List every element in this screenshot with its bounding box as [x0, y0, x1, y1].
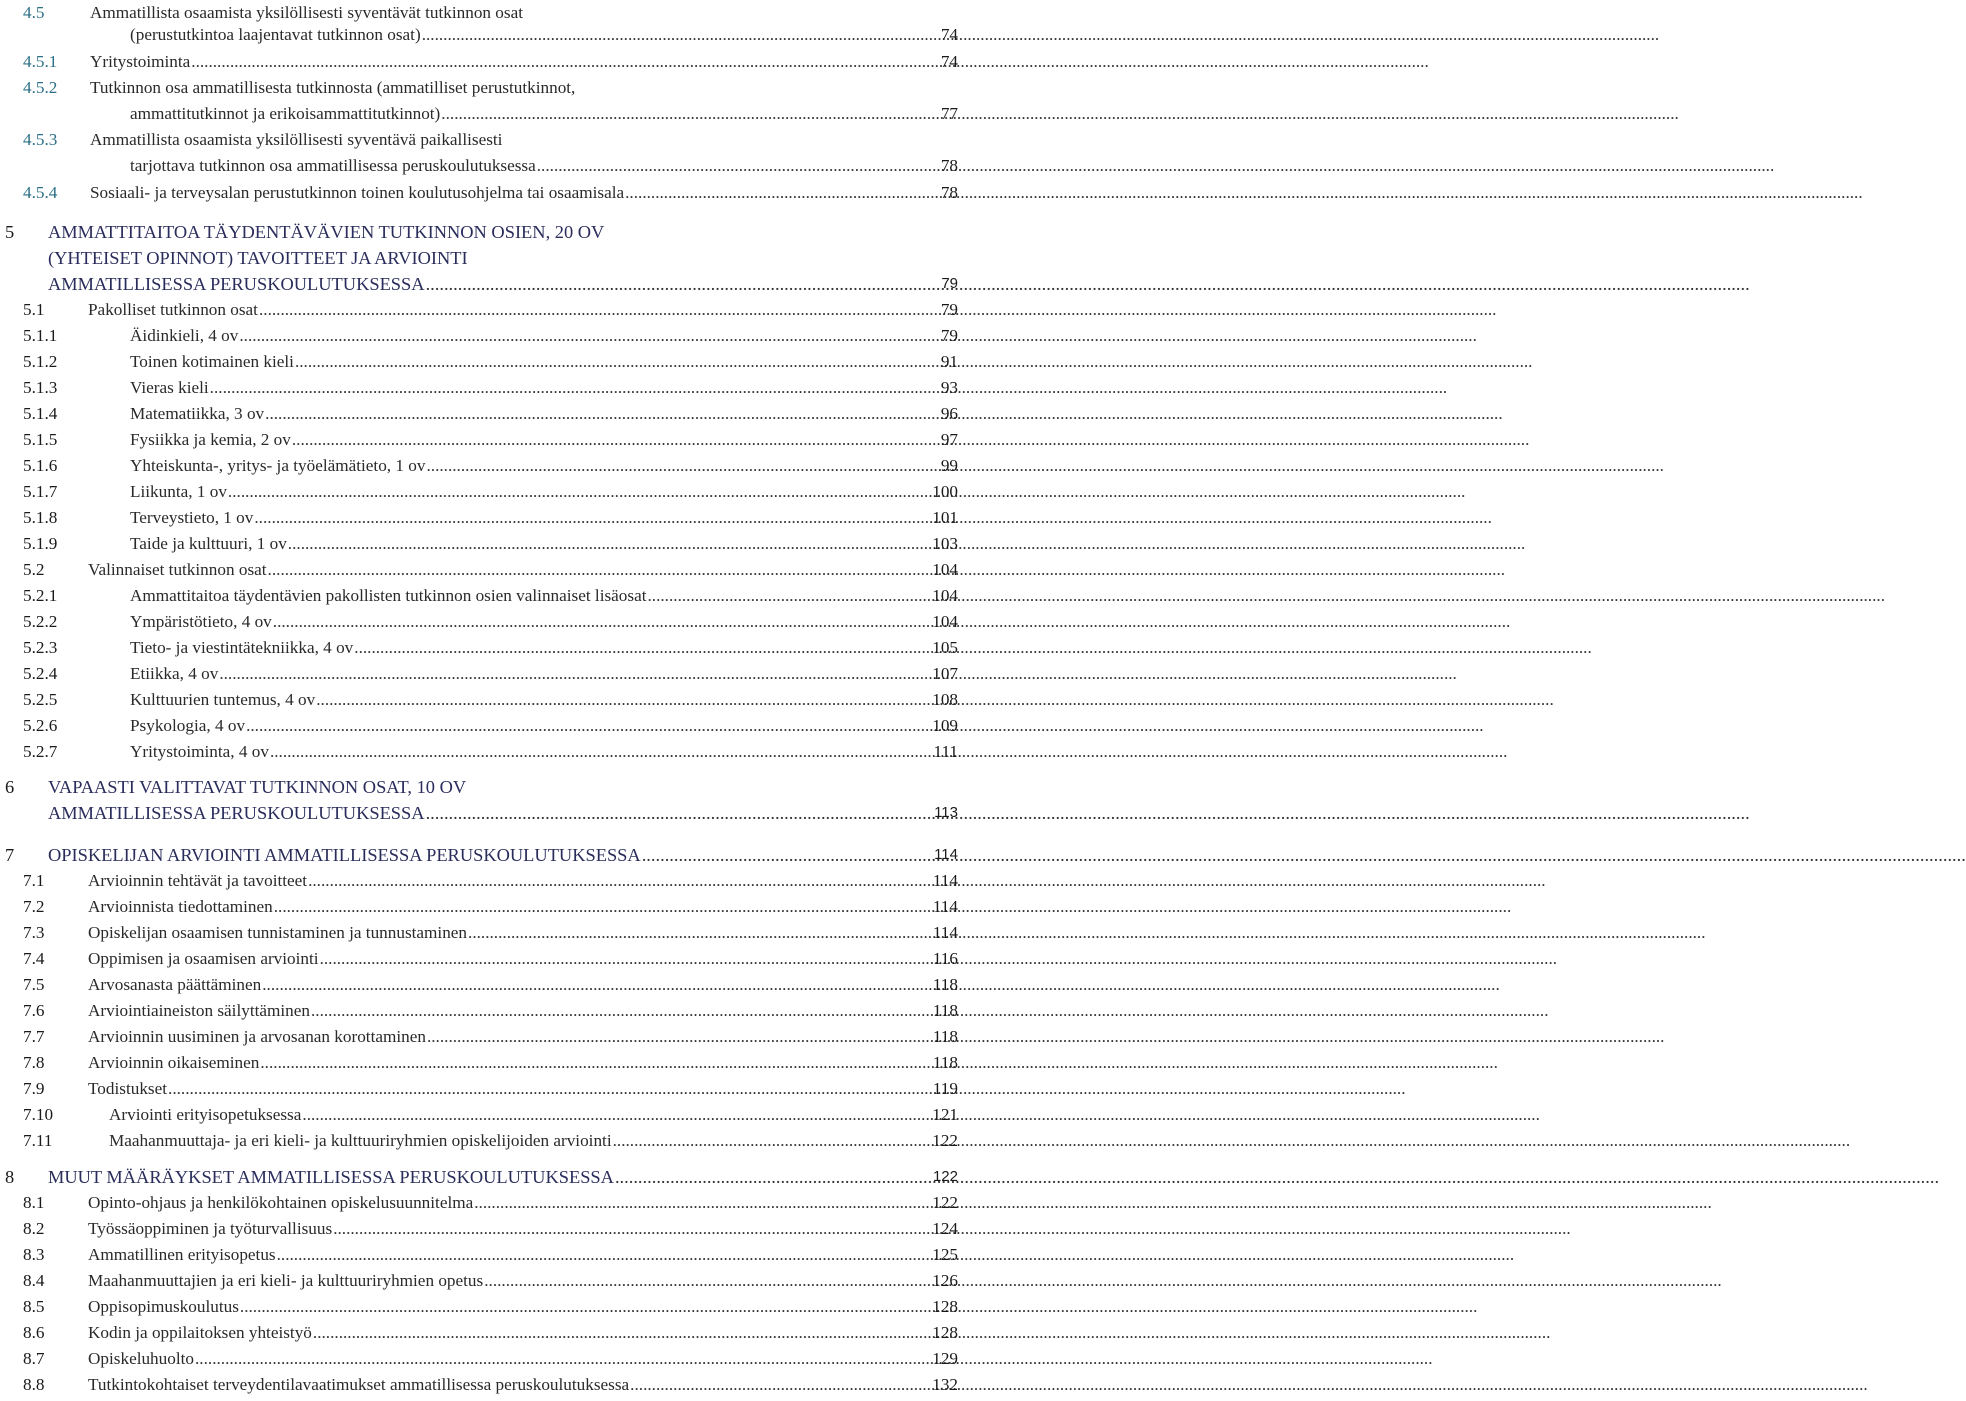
toc-entry-number: 7.6: [23, 1001, 45, 1020]
toc-entry-title: Arviointi erityisopetuksessa: [109, 1105, 302, 1124]
toc-dot-leader: [422, 22, 1660, 48]
toc-entry[interactable]: [0, 739, 958, 765]
toc-entry-page: 113: [934, 804, 958, 821]
toc-entry-number: 5.2.7: [23, 742, 58, 761]
toc-entry-page: 109: [932, 716, 958, 735]
toc-entry-page: 100: [932, 482, 958, 501]
toc-entry-page: 114: [932, 923, 958, 942]
toc-dot-leader: [474, 1190, 1712, 1216]
toc-entry-number: 8.1: [23, 1193, 45, 1212]
toc-entry-page: 132: [932, 1375, 958, 1394]
toc-dot-leader: [537, 153, 1775, 179]
toc-entry-title: Oppimisen ja osaamisen arviointi: [88, 949, 319, 968]
toc-entry[interactable]: [0, 349, 958, 375]
toc-entry-title: (perustutkintoa laajentavat tutkinnon osat): [130, 25, 421, 44]
toc-entry[interactable]: [0, 375, 958, 401]
toc-entry[interactable]: [0, 323, 958, 349]
toc-entry-title: VAPAASTI VALITTAVAT TUTKINNON OSAT, 10 OV: [48, 777, 467, 797]
toc-entry-title: Arviointiaineiston säilyttäminen: [88, 1001, 310, 1020]
toc-dot-leader: [484, 1268, 1722, 1294]
toc-entry-title: Arvioinnin oikaiseminen: [88, 1053, 260, 1072]
toc-entry[interactable]: [0, 101, 958, 127]
toc-entry-title: Liikunta, 1 ov: [130, 482, 227, 501]
toc-entry-page: 122: [932, 1168, 958, 1185]
toc-dot-leader: [295, 349, 1533, 375]
toc-entry-number: 5.1.9: [23, 534, 58, 553]
toc-entry-title: (YHTEISET OPINNOT) TAVOITTEET JA ARVIOINTI: [48, 248, 468, 268]
table-of-contents: [0, 0, 960, 1401]
toc-entry[interactable]: [0, 427, 958, 453]
toc-dot-leader: [191, 49, 1429, 75]
toc-entry-number: 8: [5, 1167, 15, 1187]
toc-entry-title: Tutkintokohtaiset terveydentilavaatimukset ammatillisessa peruskoulutuksessa: [88, 1375, 630, 1394]
toc-dot-leader: [168, 1076, 1406, 1102]
toc-entry[interactable]: [0, 1216, 958, 1242]
toc-dot-leader: [427, 1024, 1665, 1050]
toc-dot-leader: [239, 323, 1477, 349]
toc-entry-page: 99: [940, 456, 958, 475]
toc-entry[interactable]: [0, 635, 958, 661]
toc-dot-leader: [426, 453, 1664, 479]
toc-entry-page: 121: [932, 1105, 958, 1124]
toc-entry-number: 4.5.1: [23, 52, 58, 71]
toc-entry-title: Äidinkieli, 4 ov: [130, 326, 239, 345]
toc-entry[interactable]: [0, 453, 958, 479]
toc-entry-number: 5.2.5: [23, 690, 58, 709]
toc-entry[interactable]: [0, 1320, 958, 1346]
toc-entry-page: 108: [932, 690, 958, 709]
toc-entry[interactable]: [0, 401, 958, 427]
toc-entry-title: Kulttuurien tuntemus, 4 ov: [130, 690, 316, 709]
toc-entry-page: 79: [940, 300, 958, 319]
toc-entry-number: 7.9: [23, 1079, 45, 1098]
toc-entry-number: 4.5.2: [23, 78, 58, 97]
toc-entry-title: Kodin ja oppilaitoksen yhteistyö: [88, 1323, 312, 1342]
toc-entry-page: 119: [932, 1079, 958, 1098]
toc-entry[interactable]: [0, 1050, 958, 1076]
toc-entry-number: 5.1.8: [23, 508, 58, 527]
toc-entry-number: 7.2: [23, 897, 45, 916]
toc-entry[interactable]: [0, 127, 958, 153]
toc-entry-title: Ammatillista osaamista yksilöllisesti syventävät tutkinnon osat: [90, 3, 523, 22]
toc-entry[interactable]: [0, 505, 958, 531]
toc-entry-title: Fysiikka ja kemia, 2 ov: [130, 430, 291, 449]
toc-entry-title: Ammatillista osaamista yksilöllisesti syventävä paikallisesti: [90, 130, 503, 149]
toc-entry[interactable]: [0, 271, 958, 297]
toc-dot-leader: [210, 375, 1448, 401]
toc-dot-leader: [426, 800, 1750, 826]
toc-entry-title: Yritystoiminta: [90, 52, 191, 71]
toc-entry-number: 5.2.3: [23, 638, 58, 657]
toc-entry[interactable]: [0, 1372, 958, 1398]
toc-entry[interactable]: [0, 972, 958, 998]
toc-dot-leader: [246, 713, 1484, 739]
toc-dot-leader: [270, 739, 1508, 765]
toc-dot-leader: [288, 531, 1526, 557]
toc-entry-page: 77: [940, 104, 958, 123]
toc-entry[interactable]: [0, 180, 958, 206]
toc-dot-leader: [292, 427, 1530, 453]
toc-entry[interactable]: [0, 1294, 958, 1320]
toc-entry[interactable]: [0, 1128, 958, 1154]
toc-entry[interactable]: [0, 894, 958, 920]
toc-entry-page: 124: [932, 1219, 958, 1238]
toc-entry-page: 129: [932, 1349, 958, 1368]
toc-entry-page: 114: [932, 871, 958, 890]
toc-entry-number: 7.1: [23, 871, 45, 890]
toc-entry-title: AMMATILLISESSA PERUSKOULUTUKSESSA: [48, 274, 425, 294]
toc-entry[interactable]: [0, 297, 958, 323]
toc-entry[interactable]: [0, 557, 958, 583]
toc-entry[interactable]: [0, 609, 958, 635]
toc-entry-number: 4.5: [23, 3, 45, 22]
toc-entry-number: 8.8: [23, 1375, 45, 1394]
toc-entry-page: 78: [940, 183, 958, 202]
toc-entry-title: Ympäristötieto, 4 ov: [130, 612, 272, 631]
toc-entry[interactable]: [0, 1164, 958, 1190]
toc-entry-number: 4.5.4: [23, 183, 58, 202]
toc-dot-leader: [630, 1372, 1868, 1398]
toc-entry-number: 7.11: [23, 1131, 53, 1150]
toc-entry-title: Matematiikka, 3 ov: [130, 404, 265, 423]
toc-entry-title: MUUT MÄÄRÄYKSET AMMATILLISESSA PERUSKOULUTUKSESSA: [48, 1167, 614, 1187]
toc-entry-title: AMMATTITAITOA TÄYDENTÄVÄVIEN TUTKINNON OSIEN, 20 OV: [48, 222, 605, 242]
toc-entry-number: 5.2.6: [23, 716, 58, 735]
toc-entry-page: 118: [932, 1001, 958, 1020]
toc-entry-page: 97: [940, 430, 958, 449]
toc-entry-number: 5.1.1: [23, 326, 58, 345]
toc-entry-title: Yritystoiminta, 4 ov: [130, 742, 269, 761]
toc-entry-page: 104: [932, 612, 958, 631]
toc-entry[interactable]: [0, 800, 958, 826]
toc-dot-leader: [240, 1294, 1478, 1320]
toc-entry-title: Opiskelijan osaamisen tunnistaminen ja tunnustaminen: [88, 923, 468, 942]
toc-entry-title: Sosiaali- ja terveysalan perustutkinnon toinen koulutusohjelma tai osaamisala: [90, 183, 625, 202]
toc-entry[interactable]: [0, 1242, 958, 1268]
toc-dot-leader: [274, 894, 1512, 920]
toc-entry-page: 122: [932, 1193, 958, 1212]
toc-entry-number: 5.1.2: [23, 352, 58, 371]
toc-entry[interactable]: [0, 219, 958, 245]
toc-entry[interactable]: [0, 1268, 958, 1294]
toc-entry-title: OPISKELIJAN ARVIOINTI AMMATILLISESSA PERUSKOULUTUKSESSA: [48, 845, 641, 865]
toc-entry-title: Taide ja kulttuuri, 1 ov: [130, 534, 287, 553]
toc-entry-number: 8.5: [23, 1297, 45, 1316]
toc-entry[interactable]: [0, 1102, 958, 1128]
toc-entry-page: 103: [932, 534, 958, 553]
toc-entry-number: 7.5: [23, 975, 45, 994]
toc-entry-number: 6: [5, 777, 15, 797]
toc-entry-page: 111: [933, 742, 958, 761]
toc-entry[interactable]: [0, 661, 958, 687]
toc-entry-page: 128: [932, 1297, 958, 1316]
toc-entry[interactable]: [0, 75, 958, 101]
toc-entry-title: Maahanmuuttajien ja eri kieli- ja kulttuuriryhmien opetus: [88, 1271, 484, 1290]
toc-entry[interactable]: [0, 713, 958, 739]
toc-entry-title: Valinnaiset tutkinnon osat: [88, 560, 267, 579]
toc-entry-title: Oppisopimuskoulutus: [88, 1297, 239, 1316]
toc-entry-page: 118: [932, 1027, 958, 1046]
toc-entry-page: 93: [940, 378, 958, 397]
toc-dot-leader: [426, 271, 1750, 297]
toc-entry-title: Opinto-ohjaus ja henkilökohtainen opiskelusuunnitelma: [88, 1193, 474, 1212]
toc-entry-page: 78: [940, 156, 958, 175]
toc-entry-number: 5.2.4: [23, 664, 58, 683]
toc-entry[interactable]: [0, 479, 958, 505]
toc-dot-leader: [277, 1242, 1515, 1268]
toc-entry-page: 125: [932, 1245, 958, 1264]
toc-entry-number: 8.4: [23, 1271, 45, 1290]
toc-dot-leader: [273, 609, 1511, 635]
toc-entry[interactable]: [0, 868, 958, 894]
toc-entry-title: Yhteiskunta-, yritys- ja työelämätieto, 1 ov: [130, 456, 426, 475]
toc-entry-title: AMMATILLISESSA PERUSKOULUTUKSESSA: [48, 803, 425, 823]
toc-dot-leader: [441, 101, 1679, 127]
toc-entry-title: Opiskeluhuolto: [88, 1349, 194, 1368]
toc-entry-page: 74: [940, 25, 958, 44]
toc-entry-page: 74: [940, 52, 958, 71]
toc-entry-title: Todistukset: [88, 1079, 168, 1098]
toc-dot-leader: [468, 920, 1706, 946]
toc-entry-number: 5.2.2: [23, 612, 58, 631]
toc-dot-leader: [625, 180, 1863, 206]
toc-entry-title: Toinen kotimainen kieli: [130, 352, 294, 371]
toc-entry[interactable]: [0, 1024, 958, 1050]
toc-entry-title: Terveystieto, 1 ov: [130, 508, 254, 527]
toc-entry-title: Psykologia, 4 ov: [130, 716, 246, 735]
toc-entry-title: Pakolliset tutkinnon osat: [88, 300, 258, 319]
toc-entry-title: Etiikka, 4 ov: [130, 664, 219, 683]
toc-entry-page: 118: [932, 975, 958, 994]
toc-dot-leader: [642, 842, 1966, 868]
toc-dot-leader: [265, 401, 1503, 427]
toc-dot-leader: [613, 1128, 1851, 1154]
toc-entry[interactable]: [0, 774, 958, 800]
toc-entry[interactable]: [0, 842, 958, 868]
toc-entry-title: Arvioinnin tehtävät ja tavoitteet: [88, 871, 308, 890]
toc-dot-leader: [262, 972, 1500, 998]
toc-entry[interactable]: [0, 687, 958, 713]
toc-entry[interactable]: [0, 153, 958, 179]
toc-entry-number: 8.7: [23, 1349, 45, 1368]
toc-entry-title: Ammatillinen erityisopetus: [88, 1245, 276, 1264]
toc-entry-page: 114: [934, 846, 958, 863]
toc-entry-page: 104: [932, 586, 958, 605]
toc-entry[interactable]: [0, 22, 958, 48]
toc-dot-leader: [219, 661, 1457, 687]
toc-dot-leader: [228, 479, 1466, 505]
toc-entry-page: 126: [932, 1271, 958, 1290]
toc-entry-title: ammattitutkinnot ja erikoisammattitutkinnot): [130, 104, 441, 123]
toc-entry-number: 7.8: [23, 1053, 45, 1072]
toc-entry[interactable]: [0, 245, 958, 271]
toc-entry-title: Arvioinnin uusiminen ja arvosanan korottaminen: [88, 1027, 426, 1046]
toc-entry[interactable]: [0, 583, 958, 609]
toc-entry[interactable]: [0, 1190, 958, 1216]
toc-entry-page: 114: [932, 897, 958, 916]
toc-entry-number: 5.1.6: [23, 456, 58, 475]
toc-entry-title: tarjottava tutkinnon osa ammatillisessa peruskoulutuksessa: [130, 156, 536, 175]
toc-entry-number: 8.2: [23, 1219, 45, 1238]
toc-entry-number: 7.3: [23, 923, 45, 942]
toc-entry-title: Työssäoppiminen ja työturvallisuus: [88, 1219, 333, 1238]
toc-entry-page: 116: [932, 949, 958, 968]
toc-entry-title: Arvioinnista tiedottaminen: [88, 897, 273, 916]
toc-entry-title: Vieras kieli: [130, 378, 209, 397]
toc-dot-leader: [615, 1164, 1939, 1190]
toc-entry-page: 128: [932, 1323, 958, 1342]
toc-entry-page: 105: [932, 638, 958, 657]
toc-entry-number: 5.2: [23, 560, 45, 579]
toc-dot-leader: [259, 297, 1497, 323]
toc-entry-number: 8.3: [23, 1245, 45, 1264]
toc-entry[interactable]: [0, 1346, 958, 1372]
toc-entry-page: 79: [941, 275, 958, 292]
toc-entry-page: 118: [932, 1053, 958, 1072]
toc-entry-page: 107: [932, 664, 958, 683]
toc-entry-number: 5.2.1: [23, 586, 58, 605]
toc-entry-page: 96: [940, 404, 958, 423]
toc-entry-title: Tieto- ja viestintätekniikka, 4 ov: [130, 638, 354, 657]
toc-entry-page: 91: [940, 352, 958, 371]
toc-entry-number: 5.1.4: [23, 404, 58, 423]
toc-entry-number: 5.1.5: [23, 430, 58, 449]
toc-entry-number: 7: [5, 845, 15, 865]
toc-entry[interactable]: [0, 1076, 958, 1102]
toc-entry-title: Tutkinnon osa ammatillisesta tutkinnosta (ammatilliset perustutkinnot,: [90, 78, 576, 97]
toc-entry-page: 104: [932, 560, 958, 579]
toc-dot-leader: [354, 635, 1592, 661]
toc-entry-number: 8.6: [23, 1323, 45, 1342]
toc-entry-number: 4.5.3: [23, 130, 58, 149]
toc-entry-page: 122: [932, 1131, 958, 1150]
toc-entry-number: 7.7: [23, 1027, 45, 1046]
toc-entry-page: 79: [940, 326, 958, 345]
toc-entry-number: 5.1: [23, 300, 45, 319]
toc-entry-number: 7.4: [23, 949, 45, 968]
toc-entry-title: Arvosanasta päättäminen: [88, 975, 262, 994]
toc-dot-leader: [254, 505, 1492, 531]
toc-entry[interactable]: [0, 946, 958, 972]
toc-entry-page: 101: [932, 508, 958, 527]
toc-entry-number: 7.10: [23, 1105, 54, 1124]
toc-entry-number: 5.1.3: [23, 378, 58, 397]
toc-entry[interactable]: [0, 998, 958, 1024]
toc-entry-title: Ammattitaitoa täydentävien pakollisten tutkinnon osien valinnaiset lisäosat: [130, 586, 647, 605]
toc-entry[interactable]: [0, 531, 958, 557]
toc-entry-number: 5: [5, 222, 15, 242]
toc-entry[interactable]: [0, 49, 958, 75]
toc-entry-number: 5.1.7: [23, 482, 58, 501]
toc-dot-leader: [195, 1346, 1433, 1372]
toc-dot-leader: [268, 557, 1506, 583]
toc-dot-leader: [260, 1050, 1498, 1076]
toc-entry[interactable]: [0, 920, 958, 946]
toc-dot-leader: [647, 583, 1885, 609]
toc-entry-title: Maahanmuuttaja- ja eri kieli- ja kulttuuriryhmien opiskelijoiden arviointi: [109, 1131, 612, 1150]
